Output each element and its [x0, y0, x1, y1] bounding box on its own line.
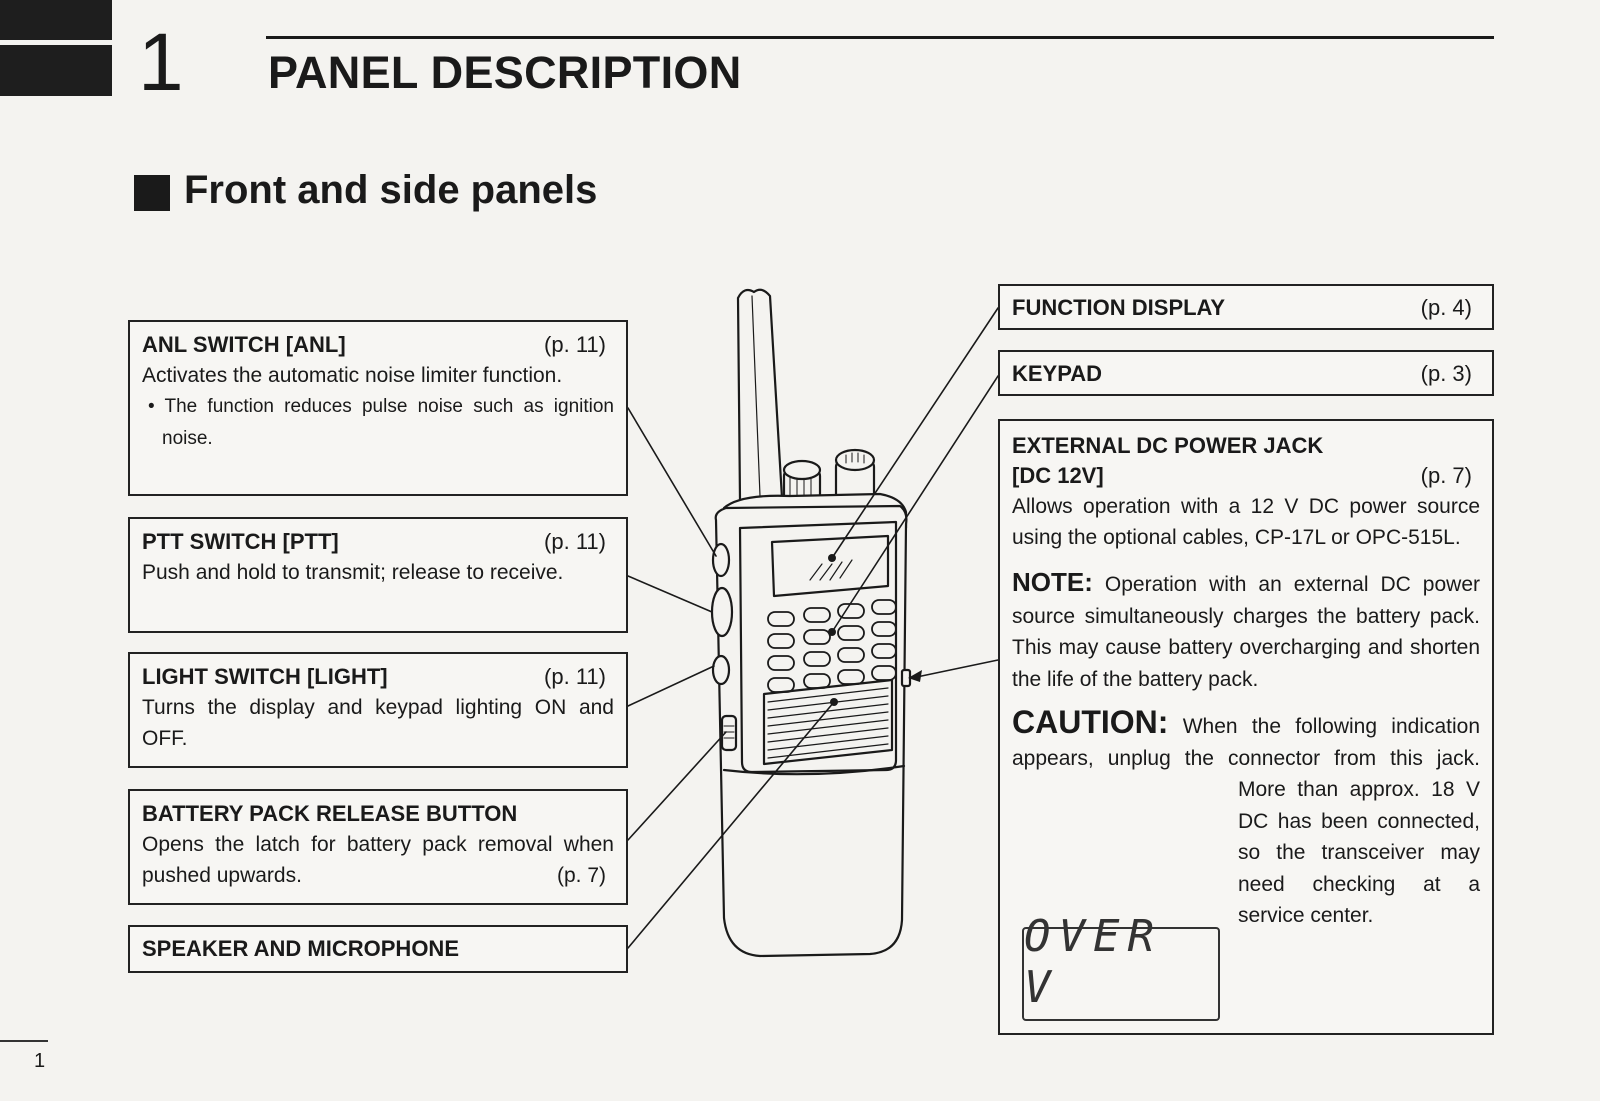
light-switch-callout [128, 652, 628, 768]
anl-page-ref: (p. 11) [544, 332, 606, 357]
dc-jack-caution [1012, 704, 1480, 932]
over-voltage-lcd-indicator: OVER V [1022, 927, 1220, 1021]
function-display-callout [998, 284, 1494, 330]
dc-jack-note [1012, 567, 1480, 695]
anl-description: Activates the automatic noise limiter function. [142, 364, 563, 387]
anl-switch-callout [128, 320, 628, 496]
caution-text: When the following indication appears, unplug the connector from this jack. More than approx. 18 V DC has been connected, so the transceiver may need checking at a service center. [1012, 715, 1480, 927]
dc-jack-title: EXTERNAL DC POWER JACK [1012, 433, 1324, 458]
dc-jack-subtitle: [DC 12V] [1012, 463, 1104, 488]
ptt-description: Push and hold to transmit; release to receive. [142, 561, 564, 584]
note-label: NOTE: [1012, 567, 1093, 597]
ptt-switch-callout [128, 517, 628, 633]
anl-title: ANL SWITCH [ANL] [142, 332, 346, 357]
footer-rule [0, 1040, 48, 1042]
chapter-title: PANEL DESCRIPTION [268, 47, 742, 98]
ptt-page-ref: (p. 11) [544, 529, 606, 554]
caution-label: CAUTION: [1012, 704, 1169, 740]
chapter-number: 1 [138, 17, 184, 108]
function-display-title: FUNCTION DISPLAY [1012, 295, 1226, 320]
anl-note: • The function reduces pulse noise such as ignition noise. [148, 396, 614, 449]
keypad-callout [998, 350, 1494, 396]
light-page-ref: (p. 11) [544, 664, 606, 689]
dc-jack-description: Allows operation with a 12 V DC power source using the optional cables, CP-17L or OPC-515L. [1012, 495, 1480, 549]
keypad-page-ref: (p. 3) [1420, 361, 1472, 386]
dc-jack-page-ref: (p. 7) [1420, 463, 1472, 488]
note-text: Operation with an external DC power source simultaneously charges the battery pack. This may cause battery overcharging and shorten the life of the battery pack. [1012, 573, 1480, 691]
keypad-title: KEYPAD [1012, 361, 1103, 386]
battery-release-callout [128, 789, 628, 905]
section-title: Front and side panels [184, 168, 598, 212]
dc-power-jack-callout [998, 419, 1494, 1035]
battery-title: BATTERY PACK RELEASE BUTTON [142, 801, 518, 826]
function-display-page-ref: (p. 4) [1420, 295, 1472, 320]
battery-description: Opens the latch for battery pack removal when pushed upwards. [142, 833, 614, 887]
page-number: 1 [34, 1050, 46, 1072]
battery-page-ref: (p. 7) [556, 864, 606, 887]
speaker-title: SPEAKER AND MICROPHONE [142, 936, 459, 961]
speaker-microphone-callout [128, 925, 628, 973]
ptt-title: PTT SWITCH [PTT] [142, 529, 339, 554]
light-description: Turns the display and keypad lighting ON and OFF. [142, 696, 614, 750]
light-title: LIGHT SWITCH [LIGHT] [142, 664, 388, 689]
